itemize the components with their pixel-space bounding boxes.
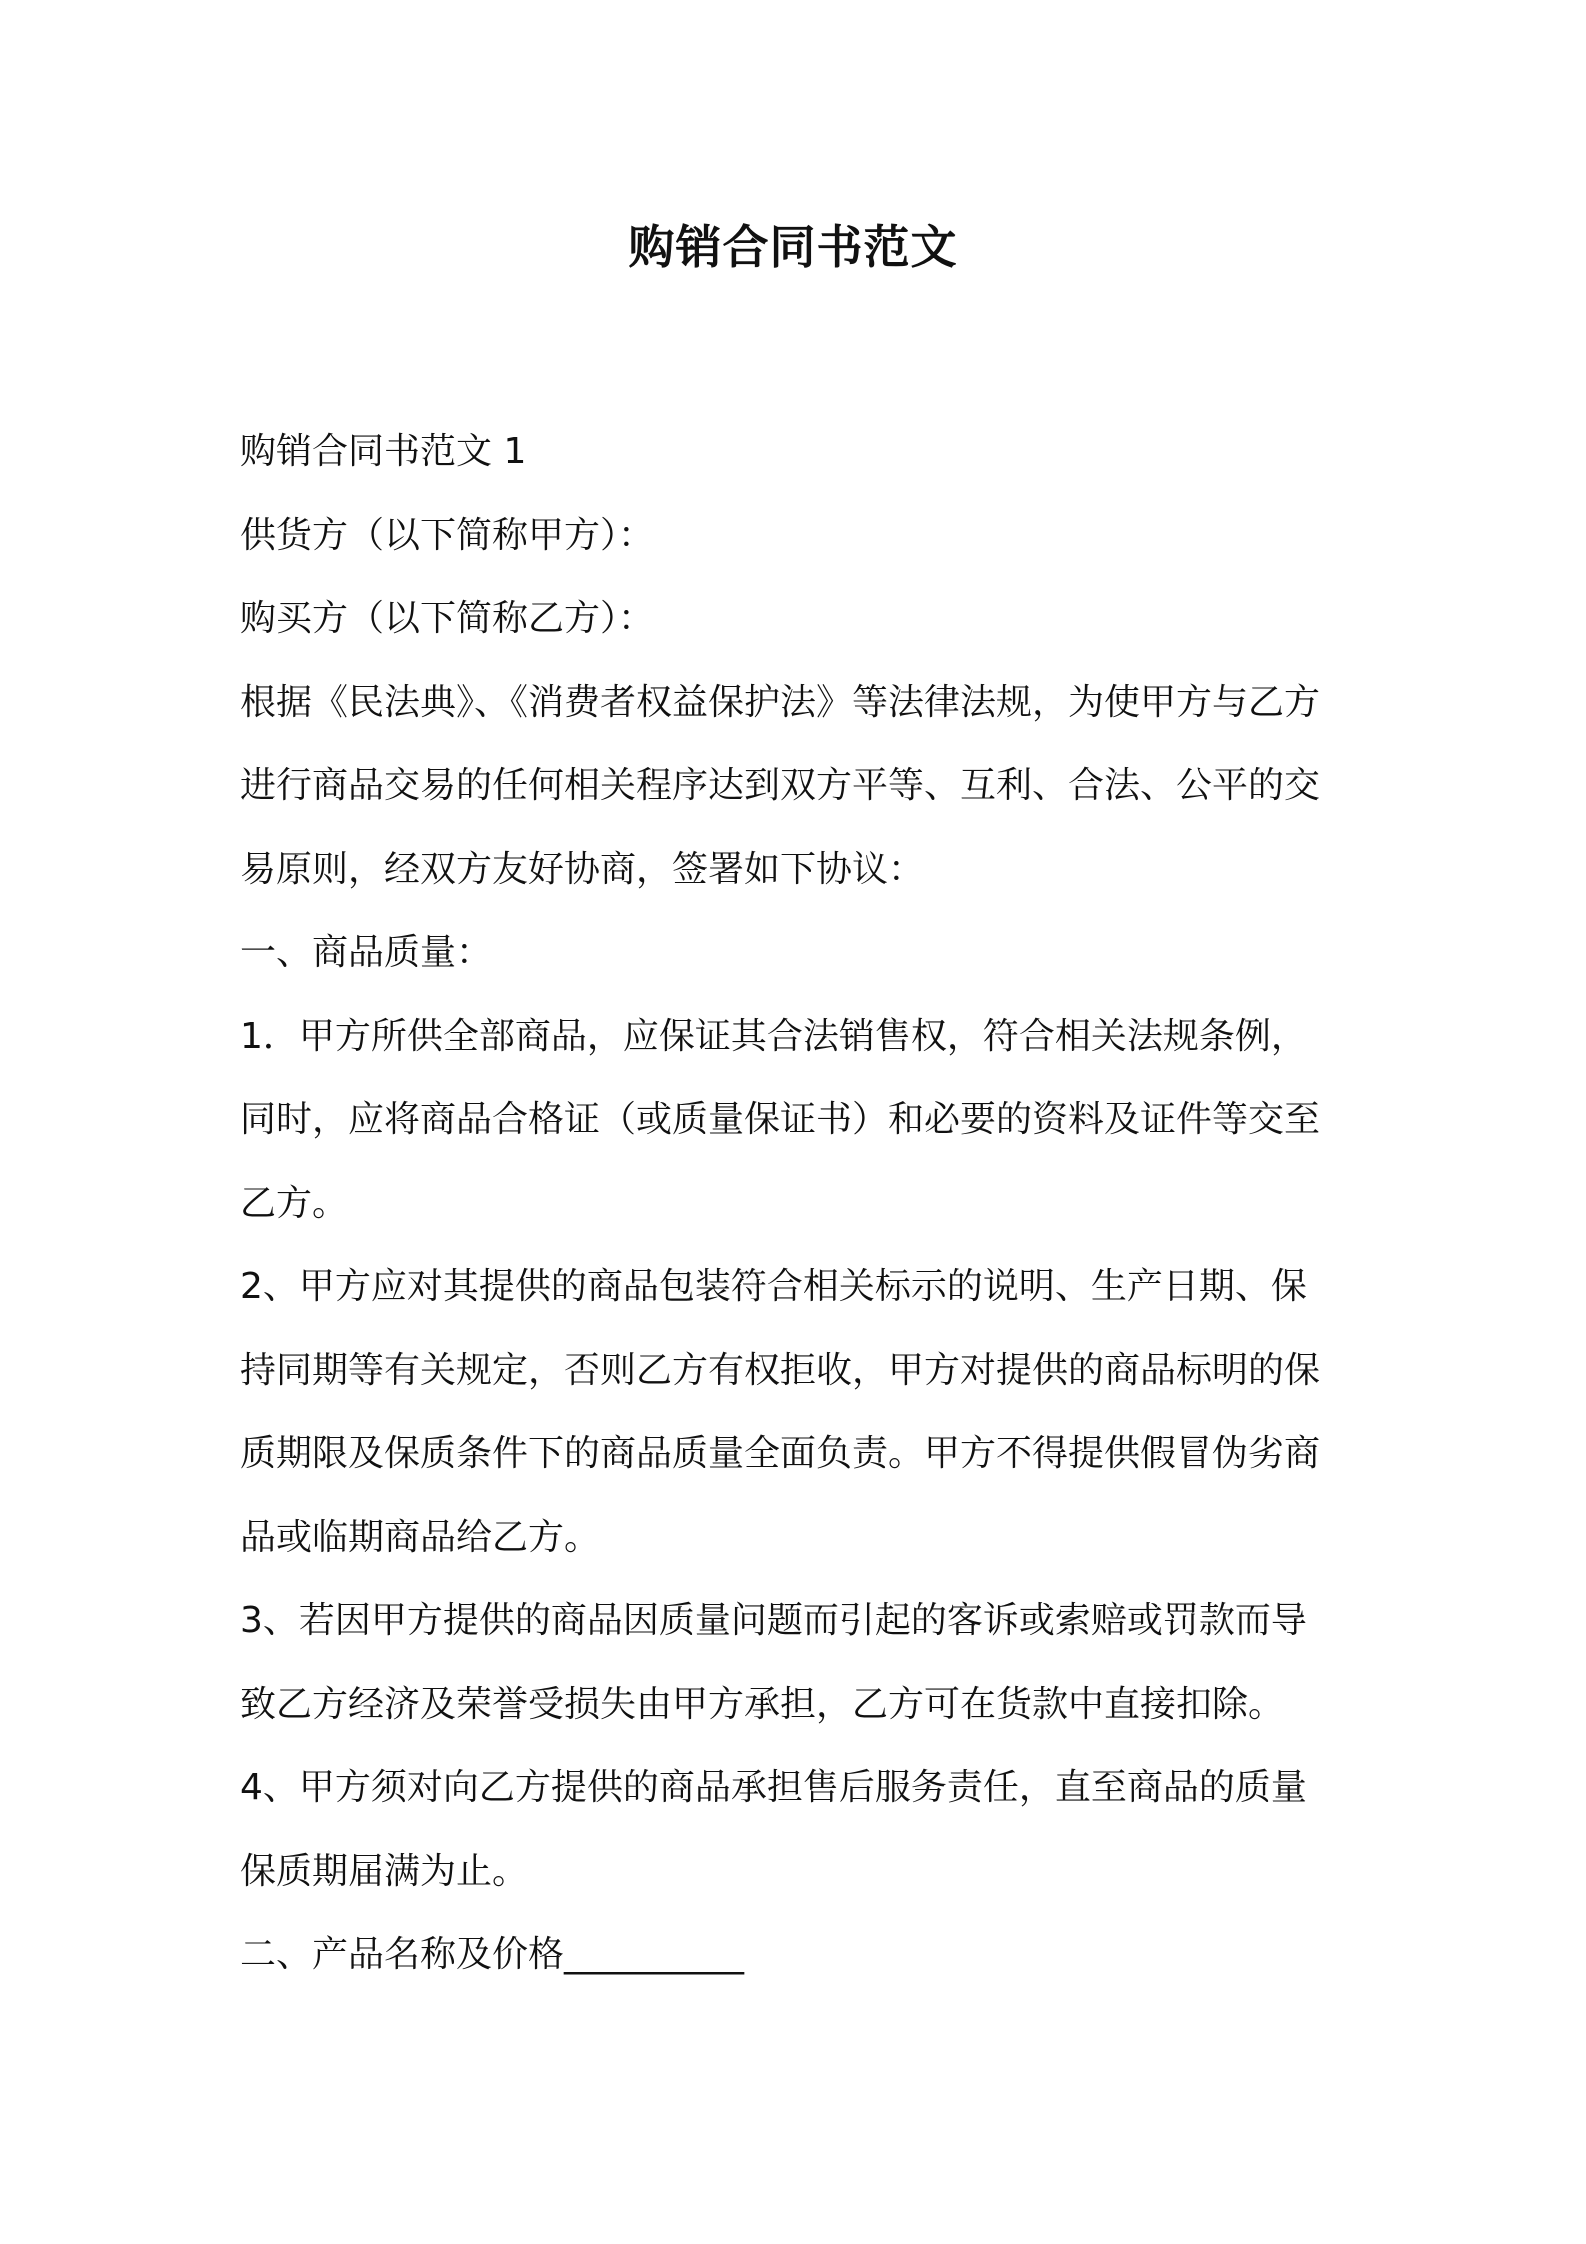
clause-4-line: 保质期届满为止。 [240,1850,529,1892]
clause-2-line: 质期限及保质条件下的商品质量全面负责。甲方不得提供假冒伪劣商 [240,1433,1321,1474]
clause-2-line: 持同期等有关规定，否则乙方有权拒收，甲方对提供的商品标明的保 [240,1349,1321,1391]
section-heading-product: 二、产品名称及价格__________ [240,1934,745,1975]
section-heading-quality: 一、商品质量： [240,932,493,973]
clause-2-line: 2、甲方应对其提供的商品包装符合相关标示的说明、生产日期、保 [240,1266,1307,1307]
clause-1-line: 1．甲方所供全部商品，应保证其合法销售权，符合相关法规条例， [240,1015,1307,1057]
clause-3-line: 3、若因甲方提供的商品因质量问题而引起的客诉或索赔或罚款而导 [240,1600,1307,1641]
document-title: 购销合同书范文 [628,220,958,274]
clause-1-line: 乙方。 [240,1182,349,1224]
buyer-line: 购买方（以下简称乙方）： [240,598,655,639]
clause-3-line: 致乙方经济及荣誉受损失由甲方承担，乙方可在货款中直接扣除。 [240,1683,1285,1725]
preamble-line: 根据《民法典》、《消费者权益保护法》等法律法规，为使甲方与乙方 [240,681,1321,723]
preamble-line: 易原则，经双方友好协商，签署如下协议： [240,848,925,890]
clause-4-line: 4、甲方须对向乙方提供的商品承担售后服务责任，直至商品的质量 [240,1767,1307,1808]
subtitle-line: 购销合同书范文 1 [240,431,527,472]
clause-2-line: 品或临期商品给乙方。 [240,1516,601,1558]
supplier-line: 供货方（以下简称甲方）： [240,514,655,556]
clause-1-line: 同时，应将商品合格证（或质量保证书）和必要的资料及证件等交至 [240,1099,1321,1140]
document-body [240,410,1350,1997]
preamble-line: 进行商品交易的任何相关程序达到双方平等、互利、合法、公平的交 [240,765,1321,806]
